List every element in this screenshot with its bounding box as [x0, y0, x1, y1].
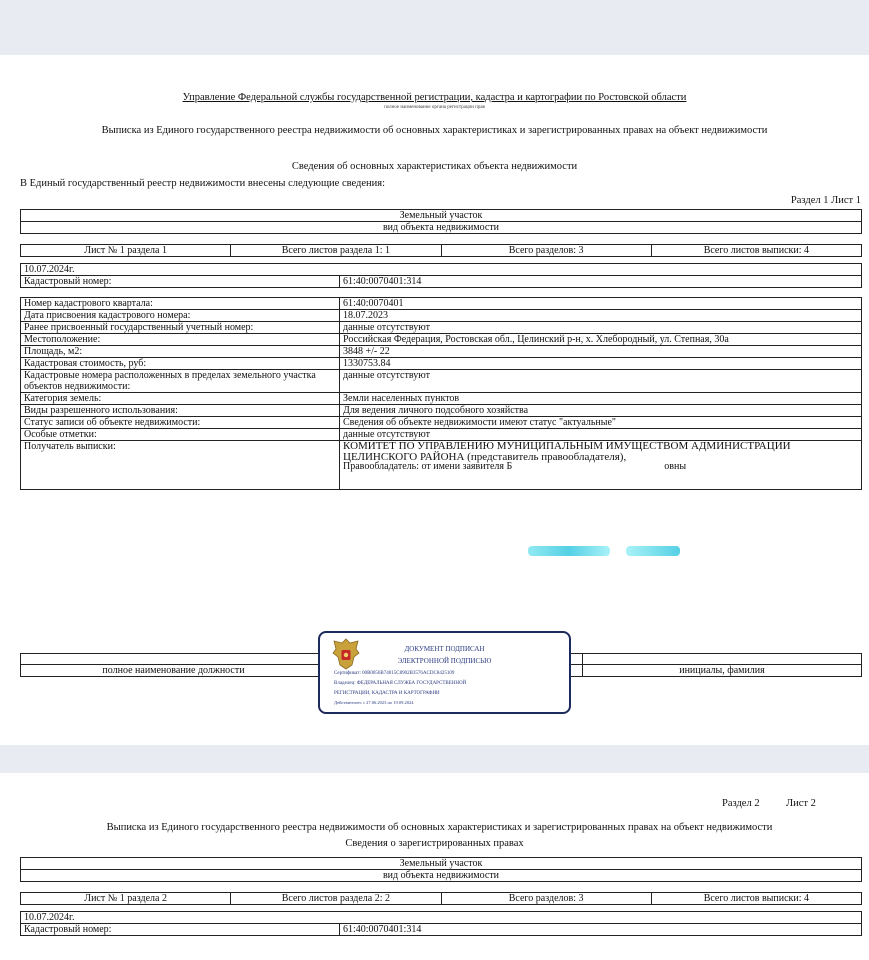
- date-cadastral-table-2: [20, 911, 862, 936]
- sections-total-2: Всего разделов: 3: [441, 893, 651, 905]
- characteristic-row: [21, 393, 862, 405]
- sheet-total-section: Всего листов раздела 1: 1: [231, 245, 441, 257]
- characteristic-label: Площадь, м2:: [21, 346, 340, 358]
- characteristic-value: Сведения об объекте недвижимости имеют статус "актуальные": [340, 417, 862, 429]
- sheet-number: Лист № 1 раздела 1: [21, 245, 231, 257]
- sheets-total-2: Всего листов выписки: 4: [651, 893, 861, 905]
- object-type: Земельный участок: [21, 210, 862, 222]
- position-caption: полное наименование должности: [21, 665, 327, 677]
- characteristic-row: [21, 298, 862, 310]
- characteristic-value: Для ведения личного подсобного хозяйства: [340, 405, 862, 417]
- characteristic-value: 18.07.2023: [340, 310, 862, 322]
- recipient-line-3: [343, 462, 858, 473]
- sheet-label: Лист 2: [786, 798, 816, 809]
- sheet-total-section-2: Всего листов раздела 2: 2: [231, 893, 441, 905]
- cadastral-value: 61:40:0070401:314: [340, 276, 862, 288]
- recipient-value: [340, 441, 862, 490]
- characteristic-row: [21, 417, 862, 429]
- characteristic-row: [21, 310, 862, 322]
- characteristic-label: Кадастровая стоимость, руб:: [21, 358, 340, 370]
- characteristic-row: [21, 370, 862, 393]
- sections-total: Всего разделов: 3: [441, 245, 651, 257]
- section-title-2: Сведения о зарегистрированных правах: [345, 838, 524, 849]
- characteristic-label: Местоположение:: [21, 334, 340, 346]
- sheet-info-table-2: [20, 892, 862, 905]
- characteristic-row: [21, 322, 862, 334]
- characteristic-label: Ранее присвоенный государственный учетный номер:: [21, 322, 340, 334]
- eagle-emblem-icon: [332, 637, 360, 671]
- characteristic-value: Земли населенных пунктов: [340, 393, 862, 405]
- extract-title-2: Выписка из Единого государственного реестра недвижимости об основных характеристиках и зарегистрированных правах на объект недвижимости: [106, 822, 773, 833]
- characteristic-label: Категория земель:: [21, 393, 340, 405]
- intro-text: В Единый государственный реестр недвижимости внесены следующие сведения:: [20, 178, 386, 189]
- characteristic-value: данные отсутствуют: [340, 322, 862, 334]
- characteristic-label: Кадастровые номера расположенных в пределах земельного участка объектов недвижимости:: [21, 370, 340, 393]
- characteristic-row: [21, 346, 862, 358]
- characteristic-value: 1330753.84: [340, 358, 862, 370]
- characteristic-label: Номер кадастрового квартала:: [21, 298, 340, 310]
- cadastral-value-2: 61:40:0070401:314: [340, 924, 862, 936]
- characteristic-value: 61:40:0070401: [340, 298, 862, 310]
- stamp-owner-2: РЕГИСТРАЦИИ, КАДАСТРА И КАРТОГРАФИИ: [334, 691, 440, 696]
- section-sheet-label: Раздел 1 Лист 1: [790, 195, 861, 206]
- extract-page-2: [0, 773, 869, 960]
- e-signature-stamp: [318, 631, 571, 714]
- characteristic-row: [21, 358, 862, 370]
- cadastral-label-2: Кадастровый номер:: [21, 924, 340, 936]
- stamp-title-1: ДОКУМЕНТ ПОДПИСАН: [404, 645, 485, 653]
- extract-page-1: [0, 55, 869, 745]
- recipient-line-3-start: Правообладатель: от имени заявителя Б: [343, 461, 513, 472]
- object-type-2: Земельный участок: [21, 858, 862, 870]
- recipient-line-3-end: овны: [664, 461, 687, 472]
- characteristic-label: Виды разрешенного использования:: [21, 405, 340, 417]
- recipient-label: Получатель выписки:: [21, 441, 340, 490]
- cadastral-label: Кадастровый номер:: [21, 276, 340, 288]
- section-label: Раздел 2: [722, 798, 760, 809]
- redaction-mark-2: [626, 546, 680, 556]
- characteristic-label: Статус записи об объекте недвижимости:: [21, 417, 340, 429]
- recipient-line-1: КОМИТЕТ ПО УПРАВЛЕНИЮ МУНИЦИПАЛЬНЫМ ИМУЩЕСТВОМ АДМИНИСТРАЦИИ: [343, 440, 791, 452]
- stamp-title-2: ЭЛЕКТРОННОЙ ПОДПИСЬЮ: [397, 657, 492, 665]
- agency-caption: полное наименование органа регистрации прав: [384, 105, 485, 110]
- characteristic-row: [21, 429, 862, 441]
- characteristic-label: Особые отметки:: [21, 429, 340, 441]
- agency-name: Управление Федеральной службы государственной регистрации, кадастра и картографии по Ростовской области: [182, 92, 687, 103]
- initials-caption: инициалы, фамилия: [583, 665, 862, 677]
- object-type-caption: вид объекта недвижимости: [21, 222, 862, 234]
- recipient-line-2: ЦЕЛИНСКОГО РАЙОНА (представитель правообладателя),: [343, 450, 627, 463]
- object-type-table-2: [20, 857, 862, 882]
- characteristic-value: данные отсутствуют: [340, 370, 862, 393]
- characteristic-value: 3848 +/- 22: [340, 346, 862, 358]
- stamp-certificate: Сертификат: 00B0056B74015C8902B3576ACDC8425109: [334, 671, 455, 676]
- characteristic-value: данные отсутствуют: [340, 429, 862, 441]
- characteristics-table: [20, 297, 862, 490]
- stamp-validity: Действителен: с 27.06.2023 по 19.09.2024: [334, 700, 414, 705]
- object-type-table: [20, 209, 862, 234]
- characteristic-row: [21, 334, 862, 346]
- stamp-owner-1: Владелец: ФЕДЕРАЛЬНАЯ СЛУЖБА ГОСУДАРСТВЕННОЙ: [334, 681, 467, 686]
- redaction-mark: [528, 546, 610, 556]
- sheet-info-table: [20, 244, 862, 257]
- extract-title: Выписка из Единого государственного реестра недвижимости об основных характеристиках и зарегистрированных правах на объект недвижимости: [101, 125, 768, 136]
- sheet-number-2: Лист № 1 раздела 2: [21, 893, 231, 905]
- date-cadastral-table: [20, 263, 862, 288]
- object-type-caption-2: вид объекта недвижимости: [21, 870, 862, 882]
- characteristic-label: Дата присвоения кадастрового номера:: [21, 310, 340, 322]
- characteristic-row: [21, 405, 862, 417]
- characteristic-value: Российская Федерация, Ростовская обл., Целинский р-н, х. Хлебородный, ул. Степная, 30а: [340, 334, 862, 346]
- extract-date: 10.07.2024г.: [21, 264, 862, 276]
- sheets-total: Всего листов выписки: 4: [651, 245, 861, 257]
- section-title: Сведения об основных характеристиках объекта недвижимости: [291, 161, 578, 172]
- extract-date-2: 10.07.2024г.: [21, 912, 862, 924]
